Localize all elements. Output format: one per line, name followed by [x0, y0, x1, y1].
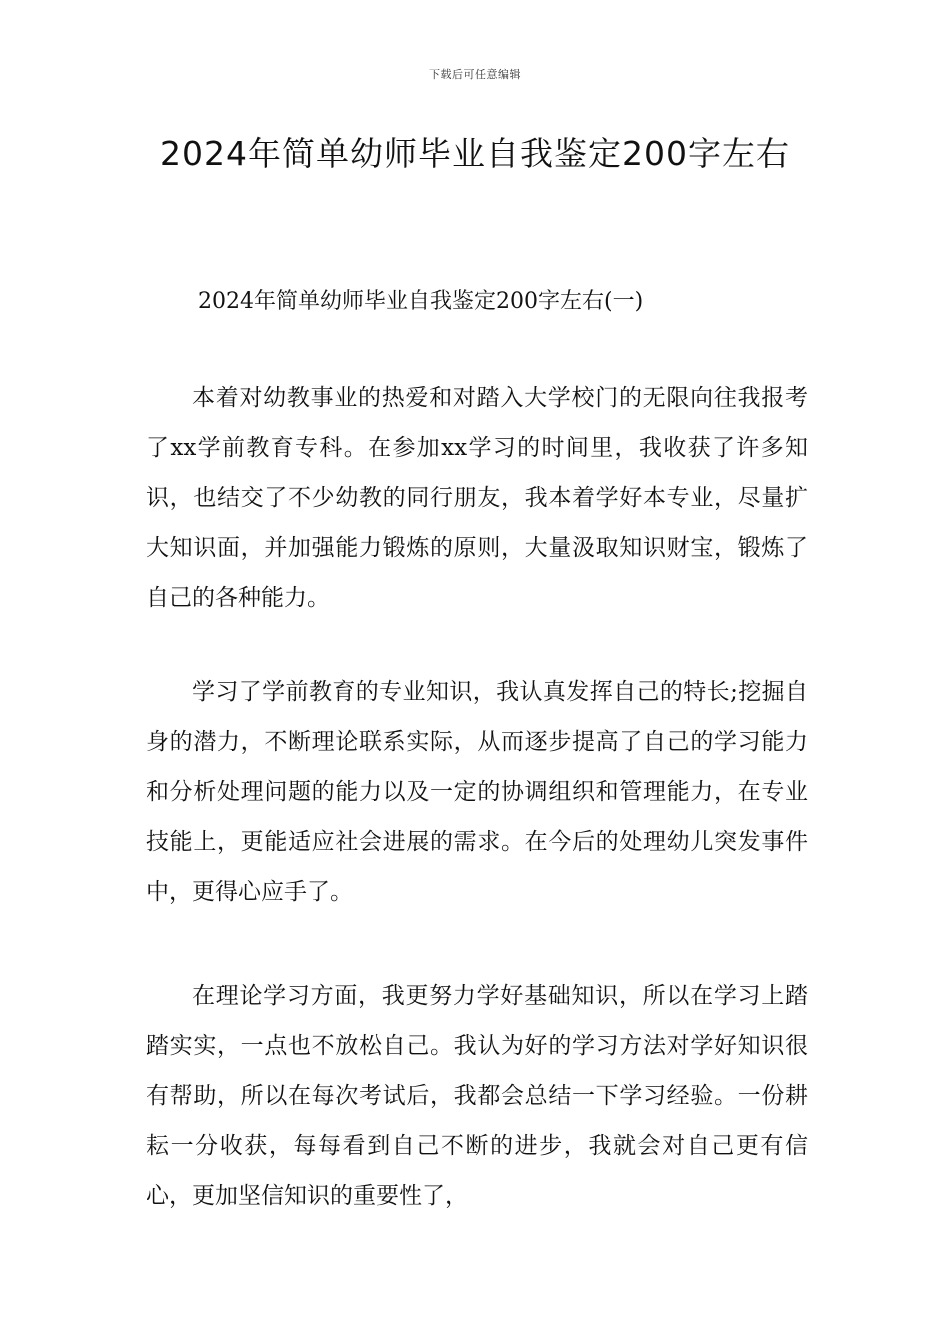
header-note: 下载后可任意编辑 — [429, 68, 521, 81]
body-paragraph-3: 在理论学习方面，我更努力学好基础知识，所以在学习上踏踏实实，一点也不放松自己。我认为好的学习方法对学好知识很有帮助，所以在每次考试后，我都会总结一下学习经验。一份耕耘一分收获，每每看到自己不断的进步，我就会对自己更有信心，更加坚信知识的重要性了， — [146, 983, 808, 1209]
document-title: 2024年简单幼师毕业自我鉴定200字左右 — [160, 134, 790, 173]
body-paragraph-1: 本着对幼教事业的热爱和对踏入大学校门的无限向往我报考了xx学前教育专科。在参加xx学习的时间里，我收获了许多知识，也结交了不少幼教的同行朋友，我本着学好本专业，尽量扩大知识面，并加强能力锻炼的原则，大量汲取知识财宝，锻炼了自己的各种能力。 — [146, 385, 808, 611]
body-paragraph-2: 学习了学前教育的专业知识，我认真发挥自己的特长;挖掘自身的潜力，不断理论联系实际，从而逐步提高了自己的学习能力和分析处理问题的能力以及一定的协调组织和管理能力，在专业技能上，更能适应社会进展的需求。在今后的处理幼儿突发事件中，更得心应手了。 — [146, 679, 808, 905]
section-subtitle: 2024年简单幼师毕业自我鉴定200字左右(一) — [198, 289, 644, 314]
